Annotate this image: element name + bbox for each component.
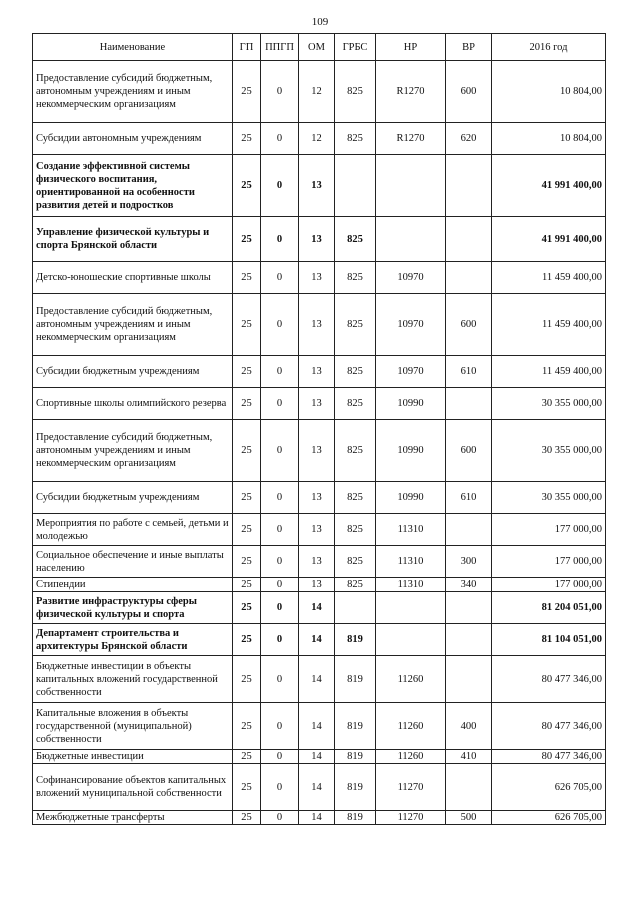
table-row — [33, 420, 606, 482]
cell-ppgp: 0 — [261, 123, 299, 155]
cell-grbs: 819 — [335, 764, 376, 811]
cell-vr: 610 — [446, 356, 492, 388]
cell-vr: 400 — [446, 703, 492, 750]
table-row — [33, 123, 606, 155]
table-row — [33, 764, 606, 811]
cell-om: 13 — [299, 217, 335, 262]
cell-gp: 25 — [233, 592, 261, 624]
cell-grbs: 825 — [335, 578, 376, 592]
cell-name: Управление физической культуры и спорта Брянской области — [33, 217, 233, 262]
cell-vr: 300 — [446, 546, 492, 578]
cell-om: 13 — [299, 546, 335, 578]
cell-om: 14 — [299, 703, 335, 750]
cell-amount: 80 477 346,00 — [492, 703, 606, 750]
cell-vr — [446, 764, 492, 811]
cell-om: 13 — [299, 420, 335, 482]
cell-grbs: 825 — [335, 294, 376, 356]
cell-om: 12 — [299, 61, 335, 123]
cell-nr — [376, 217, 446, 262]
cell-gp: 25 — [233, 294, 261, 356]
cell-amount: 11 459 400,00 — [492, 356, 606, 388]
cell-ppgp: 0 — [261, 294, 299, 356]
cell-om: 13 — [299, 514, 335, 546]
cell-vr: 610 — [446, 482, 492, 514]
cell-vr: 500 — [446, 811, 492, 825]
cell-ppgp: 0 — [261, 388, 299, 420]
cell-name: Создание эффективной системы физического воспитания, ориентированной на особенности развития детей и подростков — [33, 155, 233, 217]
cell-grbs: 825 — [335, 217, 376, 262]
cell-gp: 25 — [233, 624, 261, 656]
cell-vr — [446, 217, 492, 262]
cell-amount: 10 804,00 — [492, 123, 606, 155]
cell-name: Предоставление субсидий бюджетным, автономным учреждениям и иным некоммерческим организациям — [33, 61, 233, 123]
cell-amount: 177 000,00 — [492, 514, 606, 546]
table-row — [33, 703, 606, 750]
cell-gp: 25 — [233, 750, 261, 764]
cell-amount: 626 705,00 — [492, 811, 606, 825]
table-row — [33, 217, 606, 262]
cell-gp: 25 — [233, 155, 261, 217]
cell-name: Субсидии бюджетным учреждениям — [33, 482, 233, 514]
cell-name: Спортивные школы олимпийского резерва — [33, 388, 233, 420]
cell-om: 13 — [299, 155, 335, 217]
cell-gp: 25 — [233, 262, 261, 294]
header-ppgp: ППГП — [261, 34, 299, 61]
cell-name: Межбюджетные трансферты — [33, 811, 233, 825]
cell-grbs: 825 — [335, 356, 376, 388]
cell-nr — [376, 592, 446, 624]
table-row — [33, 294, 606, 356]
cell-grbs: 819 — [335, 703, 376, 750]
table-row — [33, 356, 606, 388]
cell-grbs: 825 — [335, 123, 376, 155]
table-row — [33, 750, 606, 764]
cell-vr — [446, 656, 492, 703]
cell-nr — [376, 155, 446, 217]
cell-name: Бюджетные инвестиции — [33, 750, 233, 764]
cell-ppgp: 0 — [261, 592, 299, 624]
cell-name: Департамент строительства и архитектуры Брянской области — [33, 624, 233, 656]
cell-gp: 25 — [233, 764, 261, 811]
cell-nr: 11260 — [376, 750, 446, 764]
cell-nr: 11260 — [376, 656, 446, 703]
cell-amount: 30 355 000,00 — [492, 482, 606, 514]
cell-vr — [446, 388, 492, 420]
cell-ppgp: 0 — [261, 546, 299, 578]
cell-amount: 30 355 000,00 — [492, 420, 606, 482]
cell-amount: 41 991 400,00 — [492, 217, 606, 262]
cell-ppgp: 0 — [261, 61, 299, 123]
cell-vr: 620 — [446, 123, 492, 155]
page-number: 109 — [311, 16, 329, 28]
cell-gp: 25 — [233, 703, 261, 750]
cell-ppgp: 0 — [261, 482, 299, 514]
cell-nr: 11270 — [376, 811, 446, 825]
cell-amount: 80 477 346,00 — [492, 750, 606, 764]
cell-name: Предоставление субсидий бюджетным, автономным учреждениям и иным некоммерческим организациям — [33, 420, 233, 482]
cell-om: 13 — [299, 294, 335, 356]
cell-ppgp: 0 — [261, 217, 299, 262]
table-row — [33, 514, 606, 546]
header-vr: ВР — [446, 34, 492, 61]
table-body — [33, 61, 606, 825]
header-name: Наименование — [33, 34, 233, 61]
cell-gp: 25 — [233, 578, 261, 592]
cell-grbs — [335, 592, 376, 624]
cell-amount: 11 459 400,00 — [492, 262, 606, 294]
cell-name: Социальное обеспечение и иные выплаты населению — [33, 546, 233, 578]
cell-om: 14 — [299, 750, 335, 764]
cell-gp: 25 — [233, 217, 261, 262]
table-row — [33, 811, 606, 825]
cell-grbs: 819 — [335, 750, 376, 764]
cell-gp: 25 — [233, 514, 261, 546]
cell-om: 13 — [299, 482, 335, 514]
cell-om: 14 — [299, 624, 335, 656]
cell-grbs: 825 — [335, 514, 376, 546]
cell-vr — [446, 155, 492, 217]
cell-om: 14 — [299, 656, 335, 703]
table-row — [33, 262, 606, 294]
cell-ppgp: 0 — [261, 703, 299, 750]
cell-nr: 10970 — [376, 356, 446, 388]
cell-amount: 626 705,00 — [492, 764, 606, 811]
cell-nr: 11310 — [376, 578, 446, 592]
cell-ppgp: 0 — [261, 811, 299, 825]
cell-nr: 11310 — [376, 546, 446, 578]
cell-ppgp: 0 — [261, 514, 299, 546]
budget-table — [32, 33, 606, 825]
header-grbs: ГРБС — [335, 34, 376, 61]
cell-name: Предоставление субсидий бюджетным, автономным учреждениям и иным некоммерческим организациям — [33, 294, 233, 356]
cell-amount: 81 104 051,00 — [492, 624, 606, 656]
header-gp: ГП — [233, 34, 261, 61]
cell-ppgp: 0 — [261, 656, 299, 703]
cell-gp: 25 — [233, 482, 261, 514]
cell-om: 14 — [299, 764, 335, 811]
cell-grbs: 819 — [335, 656, 376, 703]
table-row — [33, 578, 606, 592]
header-year: 2016 год — [492, 34, 606, 61]
cell-amount: 10 804,00 — [492, 61, 606, 123]
cell-ppgp: 0 — [261, 624, 299, 656]
cell-nr: 10970 — [376, 294, 446, 356]
cell-gp: 25 — [233, 420, 261, 482]
cell-nr: 10990 — [376, 482, 446, 514]
cell-ppgp: 0 — [261, 750, 299, 764]
cell-grbs: 825 — [335, 262, 376, 294]
cell-om: 14 — [299, 811, 335, 825]
cell-ppgp: 0 — [261, 262, 299, 294]
cell-nr: 10990 — [376, 388, 446, 420]
cell-name: Субсидии бюджетным учреждениям — [33, 356, 233, 388]
cell-amount: 177 000,00 — [492, 546, 606, 578]
cell-vr: 600 — [446, 61, 492, 123]
cell-ppgp: 0 — [261, 155, 299, 217]
cell-nr: 10990 — [376, 420, 446, 482]
cell-vr: 600 — [446, 294, 492, 356]
cell-amount: 11 459 400,00 — [492, 294, 606, 356]
cell-gp: 25 — [233, 61, 261, 123]
cell-vr — [446, 592, 492, 624]
cell-vr: 340 — [446, 578, 492, 592]
cell-grbs: 825 — [335, 546, 376, 578]
cell-grbs: 825 — [335, 61, 376, 123]
cell-vr — [446, 624, 492, 656]
cell-name: Развитие инфраструктуры сферы физической культуры и спорта — [33, 592, 233, 624]
cell-gp: 25 — [233, 388, 261, 420]
cell-gp: 25 — [233, 356, 261, 388]
cell-amount: 30 355 000,00 — [492, 388, 606, 420]
cell-nr: 11310 — [376, 514, 446, 546]
cell-nr: 10970 — [376, 262, 446, 294]
cell-grbs: 819 — [335, 811, 376, 825]
cell-amount: 41 991 400,00 — [492, 155, 606, 217]
cell-name: Субсидии автономным учреждениям — [33, 123, 233, 155]
cell-gp: 25 — [233, 811, 261, 825]
table-row — [33, 61, 606, 123]
cell-gp: 25 — [233, 656, 261, 703]
cell-ppgp: 0 — [261, 764, 299, 811]
cell-vr — [446, 262, 492, 294]
cell-ppgp: 0 — [261, 420, 299, 482]
header-om: ОМ — [299, 34, 335, 61]
table-row — [33, 546, 606, 578]
cell-om: 13 — [299, 578, 335, 592]
table-header-row — [33, 34, 606, 61]
table-row — [33, 592, 606, 624]
cell-name: Софинансирование объектов капитальных вложений муниципальной собственности — [33, 764, 233, 811]
cell-grbs — [335, 155, 376, 217]
cell-nr: 11270 — [376, 764, 446, 811]
cell-name: Стипендии — [33, 578, 233, 592]
cell-name: Бюджетные инвестиции в объекты капитальных вложений государственной собственности — [33, 656, 233, 703]
cell-om: 12 — [299, 123, 335, 155]
cell-grbs: 825 — [335, 420, 376, 482]
cell-name: Капитальные вложения в объекты государственной (муниципальной) собственности — [33, 703, 233, 750]
cell-name: Мероприятия по работе с семьей, детьми и молодежью — [33, 514, 233, 546]
table-row — [33, 388, 606, 420]
table-row — [33, 624, 606, 656]
cell-nr: R1270 — [376, 61, 446, 123]
table-row — [33, 155, 606, 217]
cell-nr: R1270 — [376, 123, 446, 155]
cell-om: 13 — [299, 356, 335, 388]
cell-ppgp: 0 — [261, 578, 299, 592]
cell-ppgp: 0 — [261, 356, 299, 388]
cell-gp: 25 — [233, 123, 261, 155]
table-row — [33, 656, 606, 703]
cell-grbs: 819 — [335, 624, 376, 656]
cell-nr: 11260 — [376, 703, 446, 750]
cell-grbs: 825 — [335, 482, 376, 514]
cell-name: Детско-юношеские спортивные школы — [33, 262, 233, 294]
cell-grbs: 825 — [335, 388, 376, 420]
cell-gp: 25 — [233, 546, 261, 578]
cell-vr: 410 — [446, 750, 492, 764]
cell-amount: 177 000,00 — [492, 578, 606, 592]
cell-om: 13 — [299, 262, 335, 294]
cell-nr — [376, 624, 446, 656]
table-row — [33, 482, 606, 514]
cell-amount: 80 477 346,00 — [492, 656, 606, 703]
cell-vr — [446, 514, 492, 546]
cell-om: 14 — [299, 592, 335, 624]
cell-om: 13 — [299, 388, 335, 420]
header-nr: НР — [376, 34, 446, 61]
cell-vr: 600 — [446, 420, 492, 482]
cell-amount: 81 204 051,00 — [492, 592, 606, 624]
